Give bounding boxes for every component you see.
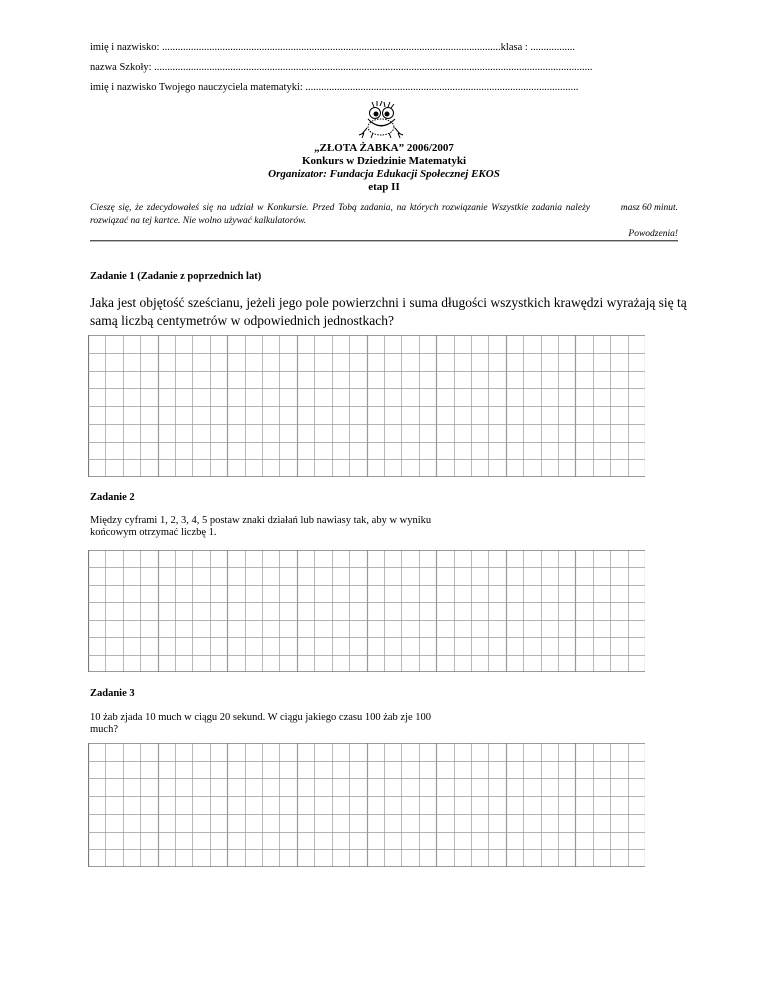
student-name-field[interactable]: imię i nazwisko: .................................................................................................................................klasa : .................: [90, 42, 576, 53]
answer-grid-3[interactable]: [88, 743, 645, 867]
time-note: masz 60 minut.: [620, 203, 678, 213]
task-2-text: Między cyframi 1, 2, 3, 4, 5 postaw znaki działań lub nawiasy tak, aby w wyniku końcowym otrzymać liczbę 1.: [90, 515, 432, 538]
teacher-name-field[interactable]: imię i nazwisko Twojego nauczyciela matematyki: ........................................................................................................: [90, 82, 579, 93]
contest-subtitle: Konkurs w Dziedzinie Matematyki: [301, 155, 467, 167]
answer-grid-2[interactable]: [88, 550, 645, 672]
school-name-field[interactable]: nazwa Szkoły: .......................................................................................................................................................................: [90, 62, 593, 73]
task-1-text: Jaka jest objętość sześcianu, jeżeli jego pole powierzchni i suma długości wszystkich krawędzi wyrażają się tą samą liczbą centymetrów w odpowiednich jednostkach?: [90, 295, 687, 328]
intro-text: Cieszę się, że zdecydowałeś się na udział w Konkursie. Przed Tobą zadania, na których rozwiązanie Wszystkie zadania należy rozwiązać na tej kartce. Nie wolno używać kalkulatorów.: [90, 203, 590, 226]
good-luck-note: Powodzenia!: [628, 229, 678, 239]
task-1-title: Zadanie 1 (Zadanie z poprzednich lat): [90, 271, 262, 282]
organizer-line: Organizator: Fundacja Edukacji Społecznej EKOS: [268, 168, 500, 180]
task-3-title: Zadanie 3: [90, 688, 135, 699]
frog-logo-icon: [357, 100, 405, 140]
task-3-text: 10 żab zjada 10 much w ciągu 20 sekund. W ciągu jakiego czasu 100 żab zje 100 much?: [90, 712, 432, 735]
answer-grid-1[interactable]: [88, 335, 645, 477]
header-divider: [90, 240, 678, 241]
contest-title: „ZŁOTA ŻABKA” 2006/2007: [314, 142, 454, 154]
task-2-title: Zadanie 2: [90, 492, 135, 503]
stage-label: etap II: [368, 181, 400, 193]
intro-time-block: [590, 202, 678, 241]
